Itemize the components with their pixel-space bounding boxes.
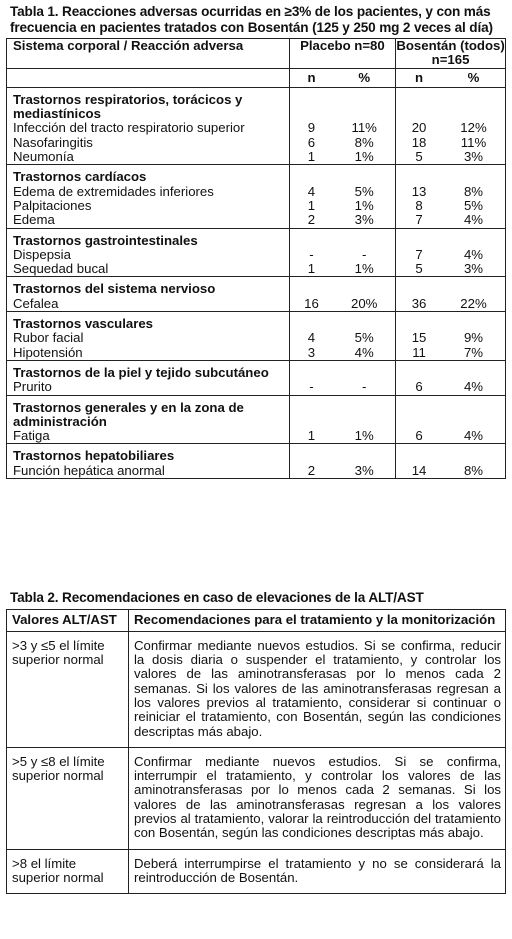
table-row <box>7 429 506 444</box>
header-bosentan-n: n <box>396 68 442 87</box>
category-empty-cell <box>289 87 333 121</box>
placebo-pct: 1% <box>354 197 374 213</box>
category-empty-cell <box>396 444 442 464</box>
bosentan-n: 14 <box>396 464 442 479</box>
placebo-n: - <box>289 380 333 395</box>
category-empty-cell <box>289 444 333 464</box>
placebo-n: 2 <box>289 464 333 479</box>
reaction-name: Cefalea <box>7 297 290 312</box>
category-empty-cell <box>333 228 395 248</box>
bosentan-n: 13 <box>396 185 442 199</box>
bosentan-n: 7 <box>396 248 442 262</box>
placebo-n: 3 <box>289 346 333 361</box>
header-values: Valores ALT/AST <box>7 609 129 631</box>
reaction-name: Neumonía <box>7 150 290 165</box>
category-empty-cell <box>333 87 395 121</box>
table-1-caption: Tabla 1. Reacciones adversas ocurridas en ≥3% de los pacientes, y con más frecuencia en pacientes tratados con Bosentán (125 y 250 mg 2 veces al día) <box>10 4 493 35</box>
category-empty-cell <box>289 165 333 185</box>
bosentan-pct: 7% <box>442 346 506 361</box>
alt-ast-recommendations-table <box>6 609 506 895</box>
table-row <box>7 331 506 345</box>
category-row <box>7 360 506 380</box>
category-empty-cell <box>396 165 442 185</box>
bosentan-pct: 3% <box>442 150 506 165</box>
category-row <box>7 312 506 332</box>
bosentan-pct: 5% <box>442 199 506 213</box>
bosentan-pct: 3% <box>442 262 506 277</box>
category-empty-cell <box>289 395 333 429</box>
recommendation-text: Deberá interrumpirse el tratamiento y no se considerará la reintroducción de Bosentán. <box>129 849 506 894</box>
table-1-header <box>7 39 506 88</box>
table-row <box>7 136 506 150</box>
header-recommendations: Recomendaciones para el tratamiento y la monitorización <box>129 609 506 631</box>
recommendation-text: Confirmar mediante nuevos estudios. Si se confirma, interrumpir el tratamiento, y controlar los valores de las aminotransferasas por lo menos cada 2 semanas. Si los valores de las aminotransferasas regresan a los valores previos al tratamiento, valorar la reintroducción del tratamiento con Bosentán, según las condiciones descriptas más abajo. <box>129 747 506 849</box>
category-title: Trastornos cardíacos <box>7 165 290 185</box>
placebo-pct: 1% <box>354 149 374 165</box>
header-placebo-n: n <box>289 68 333 87</box>
header-body-system: Sistema corporal / Reacción adversa <box>7 39 290 69</box>
category-row <box>7 277 506 297</box>
placebo-n: 1 <box>289 150 333 165</box>
reaction-name: Función hepática anormal <box>7 464 290 479</box>
recommendation-text: Confirmar mediante nuevos estudios. Si se confirma, reducir la dosis diaria o suspender el tratamiento, y controlar los valores de las aminotransferasas por lo menos cada 2 semanas. Si los valores de las aminotransferasas regresan a los valores previos al tratamiento, considerar si continuar o reiniciar el tratamiento, con Bosentán, según las condiciones descriptas más abajo. <box>129 631 506 747</box>
reaction-name: Rubor facial <box>7 331 290 345</box>
header-placebo: Placebo n=80 <box>289 39 395 69</box>
table-row <box>7 849 506 894</box>
category-row <box>7 444 506 464</box>
category-empty-cell <box>442 277 506 297</box>
category-title: Trastornos generales y en la zona de administración <box>7 395 290 429</box>
table-2-body <box>7 609 506 894</box>
bosentan-n: 8 <box>396 199 442 213</box>
table-row <box>7 346 506 361</box>
reaction-name: Fatiga <box>7 429 290 444</box>
reaction-name: Palpitaciones <box>7 199 290 213</box>
placebo-n: 1 <box>289 262 333 277</box>
table-row <box>7 380 506 395</box>
placebo-n: 4 <box>289 331 333 345</box>
reaction-name: Sequedad bucal <box>7 262 290 277</box>
placebo-pct: 3% <box>333 464 395 479</box>
reaction-name: Edema <box>7 213 290 228</box>
placebo-pct: - <box>361 246 367 262</box>
category-empty-cell <box>396 228 442 248</box>
category-empty-cell <box>396 277 442 297</box>
reaction-name: Hipotensión <box>7 346 290 361</box>
placebo-pct: 20% <box>350 295 378 311</box>
category-empty-cell <box>289 228 333 248</box>
bosentan-pct: 4% <box>442 213 506 228</box>
table-1-block <box>6 4 506 479</box>
bosentan-n: 5 <box>396 150 442 165</box>
table-row <box>7 199 506 213</box>
bosentan-pct: 22% <box>442 297 506 312</box>
table-row <box>7 464 506 479</box>
bosentan-pct: 11% <box>442 136 506 150</box>
category-row <box>7 87 506 121</box>
placebo-n: 4 <box>289 185 333 199</box>
table-row <box>7 248 506 262</box>
category-empty-cell <box>396 312 442 332</box>
category-title: Trastornos respiratorios, torácicos y mediastínicos <box>7 87 290 121</box>
category-title: Trastornos hepatobiliares <box>7 444 290 464</box>
bosentan-n: 7 <box>396 213 442 228</box>
category-empty-cell <box>289 312 333 332</box>
category-title: Trastornos vasculares <box>7 312 290 332</box>
table-2-block <box>6 590 506 894</box>
reaction-name: Dispepsia <box>7 248 290 262</box>
bosentan-n: 36 <box>396 297 442 312</box>
bosentan-pct: 9% <box>442 331 506 345</box>
table-row <box>7 262 506 277</box>
placebo-n: 1 <box>289 199 333 213</box>
bosentan-n: 20 <box>396 121 442 135</box>
table-row <box>7 297 506 312</box>
category-empty-cell <box>396 360 442 380</box>
category-row <box>7 165 506 185</box>
placebo-pct: 5% <box>354 330 374 346</box>
category-empty-cell <box>289 277 333 297</box>
placebo-pct: 5% <box>354 183 374 199</box>
placebo-n: 1 <box>289 429 333 444</box>
table-1-body <box>7 87 506 478</box>
category-title: Trastornos de la piel y tejido subcutáneo <box>7 360 290 380</box>
table-row <box>7 213 506 228</box>
placebo-pct: 1% <box>354 261 374 277</box>
reaction-name: Infección del tracto respiratorio superior <box>7 121 290 135</box>
bosentan-pct: 12% <box>442 121 506 135</box>
category-empty-cell <box>333 360 395 380</box>
placebo-n: 16 <box>289 297 333 312</box>
category-empty-cell <box>333 165 395 185</box>
table-row <box>7 747 506 849</box>
bosentan-n: 6 <box>396 380 442 395</box>
category-empty-cell <box>333 277 395 297</box>
alt-ast-value: >5 y ≤8 el límite superior normal <box>7 747 129 849</box>
header-bosentan-pct: % <box>442 68 506 87</box>
alt-ast-value: >3 y ≤5 el límite superior normal <box>7 631 129 747</box>
placebo-n: 9 <box>289 121 333 135</box>
placebo-pct: 8% <box>354 134 374 150</box>
bosentan-pct: 4% <box>442 429 506 444</box>
bosentan-n: 6 <box>396 429 442 444</box>
category-empty-cell <box>333 444 395 464</box>
category-empty-cell <box>442 395 506 429</box>
category-empty-cell <box>396 87 442 121</box>
category-empty-cell <box>333 312 395 332</box>
bosentan-pct: 8% <box>442 185 506 199</box>
adverse-reactions-table <box>6 38 506 479</box>
placebo-pct: 11% <box>351 120 377 136</box>
placebo-pct: 3% <box>354 212 374 228</box>
header-empty-cell <box>7 68 290 87</box>
bosentan-n: 5 <box>396 262 442 277</box>
table-2-caption: Tabla 2. Recomendaciones en caso de elevaciones de la ALT/AST <box>10 590 424 605</box>
bosentan-pct: 4% <box>442 248 506 262</box>
placebo-n: - <box>289 248 333 262</box>
reaction-name: Nasofaringitis <box>7 136 290 150</box>
reaction-name: Edema de extremidades inferiores <box>7 185 290 199</box>
placebo-pct: 1% <box>354 428 374 444</box>
category-empty-cell <box>442 444 506 464</box>
reaction-name: Prurito <box>7 380 290 395</box>
bosentan-n: 15 <box>396 331 442 345</box>
category-empty-cell <box>442 228 506 248</box>
category-empty-cell <box>442 360 506 380</box>
category-row <box>7 228 506 248</box>
table-row <box>7 185 506 199</box>
placebo-pct: 4% <box>354 344 374 360</box>
alt-ast-value: >8 el límite superior normal <box>7 849 129 894</box>
bosentan-pct: 8% <box>442 464 506 479</box>
category-empty-cell <box>289 360 333 380</box>
category-empty-cell <box>442 165 506 185</box>
placebo-n: 6 <box>289 136 333 150</box>
category-empty-cell <box>333 395 395 429</box>
category-empty-cell <box>442 312 506 332</box>
category-title: Trastornos gastrointestinales <box>7 228 290 248</box>
category-empty-cell <box>396 395 442 429</box>
bosentan-pct: 4% <box>442 380 506 395</box>
table-row <box>7 150 506 165</box>
header-placebo-pct: % <box>333 68 395 87</box>
placebo-n: 2 <box>289 213 333 228</box>
bosentan-n: 18 <box>396 136 442 150</box>
category-row <box>7 395 506 429</box>
table-row <box>7 121 506 135</box>
bosentan-n: 11 <box>396 346 442 361</box>
category-empty-cell <box>442 87 506 121</box>
header-bosentan: Bosentán (todos) n=165 <box>396 38 505 68</box>
placebo-pct: - <box>361 379 367 395</box>
category-title: Trastornos del sistema nervioso <box>7 277 290 297</box>
table-row <box>7 631 506 747</box>
